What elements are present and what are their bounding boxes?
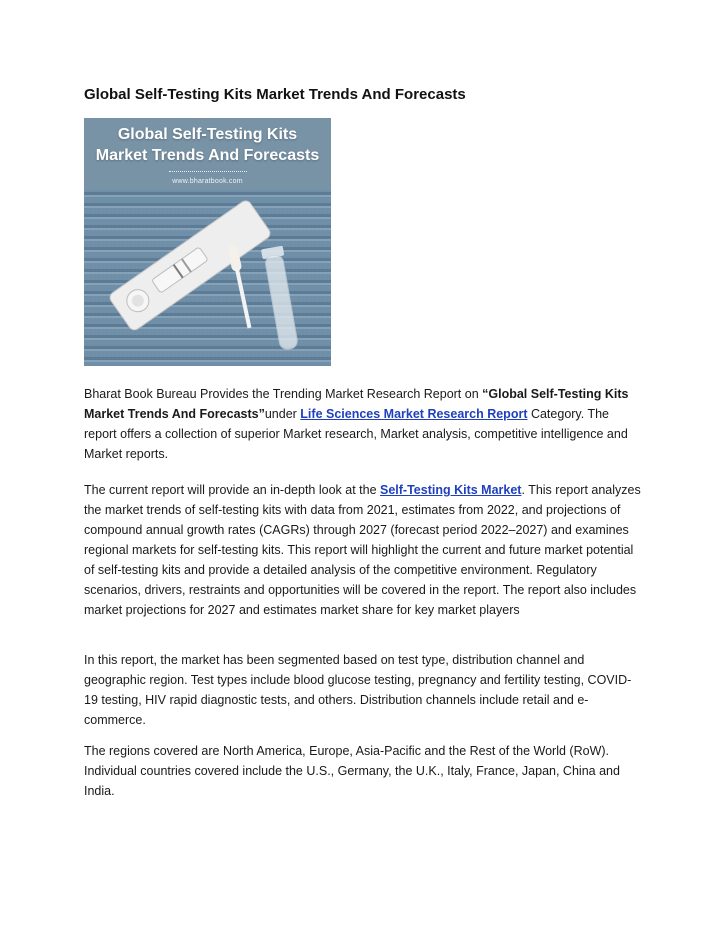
paragraph-intro [84,384,644,464]
hero-title-line1: Global Self-Testing Kits [117,126,298,143]
current-report-text-2: . This report analyzes the market trends of self-testing kits with data from 2021, estimates from 2022, and projections of compound annual growth rates (CAGRs) through 2027 (forecast period 2022–2027) and examines regional markets for self-testing kits. This report will highlight the current and future market potential of self-testing kits and provide a detailed analysis of the competitive environment. Regulatory scenarios, drivers, restraints and opportunities will be covered in the report. The report also includes market projections for 2027 and estimates market share for key market players [84,483,641,617]
hero-title [84,124,331,166]
life-sciences-report-link[interactable]: Life Sciences Market Research Report [300,407,528,421]
paragraph-regions: The regions covered are North America, Europe, Asia-Pacific and the Rest of the World (RoW). Individual countries covered include the U.S., Germany, the U.K., Italy, France, Japan, China and India. [84,744,620,798]
intro-report-title: “Global Self-Testing Kits Market Trends And Forecasts” [84,387,629,421]
intro-text-1: Bharat Book Bureau Provides the Trending Market Research Report on [84,387,483,401]
paragraph-current-report [84,480,644,620]
current-report-text-1: The current report will provide an in-depth look at the [84,483,380,497]
hero-image [84,118,331,366]
hero-url: www.bharatbook.com [172,178,243,185]
paragraph-segmentation: In this report, the market has been segmented based on test type, distribution channel and geographic region. Test types include blood glucose testing, pregnancy and fertility testing, COVID-19 testing, HIV rapid diagnostic tests, and others. Distribution channels include retail and e-commerce. [84,653,632,727]
page-title: Global Self-Testing Kits Market Trends And Forecasts [84,86,466,103]
self-testing-kits-market-link[interactable]: Self-Testing Kits Market [380,483,522,497]
intro-text-3: Category. The report offers a collection of superior Market research, Market analysis, competitive intelligence and Market reports. [84,407,628,461]
hero-divider [169,171,247,172]
intro-text-2: under [264,407,301,421]
hero-title-line2: Market Trends And Forecasts [95,147,320,164]
